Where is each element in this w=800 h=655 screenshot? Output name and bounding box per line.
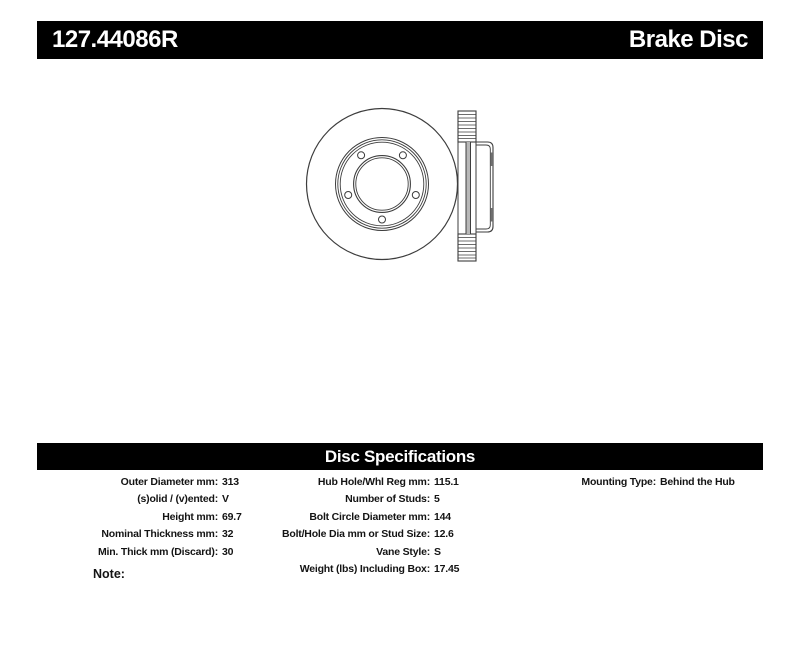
stud-hole-section-bottom <box>490 208 493 222</box>
brake-disc-cross-section-side-view <box>458 111 493 261</box>
spec-value: 17.45 <box>434 563 460 576</box>
spec-label: Height mm: <box>162 510 218 523</box>
spec-value: 69.7 <box>222 510 242 523</box>
spec-row <box>255 491 459 508</box>
spec-value: V <box>222 493 229 506</box>
spec-label: Min. Thick mm (Discard): <box>97 545 218 558</box>
spec-value: Behind the Hub <box>660 476 735 488</box>
spec-label: Mounting Type: <box>581 476 656 488</box>
spec-label: Vane Style: <box>376 545 430 558</box>
spec-value: 313 <box>222 476 239 488</box>
spec-value: 5 <box>434 493 440 506</box>
spec-row <box>255 544 459 561</box>
part-number: 127.44086R <box>52 26 178 53</box>
spec-label: Nominal Thickness mm: <box>101 528 218 541</box>
spec-value: 30 <box>222 545 234 558</box>
spec-value: S <box>434 545 441 558</box>
spec-label: Hub Hole/Whl Reg mm: <box>317 476 430 488</box>
brake-disc-front-view <box>307 109 458 260</box>
spec-value: 144 <box>434 510 451 523</box>
spec-column-dimensions <box>38 474 242 561</box>
header-bar <box>37 21 763 59</box>
spec-row <box>255 561 459 578</box>
spec-value: 12.6 <box>434 528 454 541</box>
spec-row <box>38 509 242 526</box>
spec-row <box>38 544 242 561</box>
spec-label: Weight (lbs) Including Box: <box>299 563 430 576</box>
spec-column-mounting <box>540 474 735 491</box>
spec-row <box>540 474 735 491</box>
spec-label: Outer Diameter mm: <box>120 476 218 488</box>
brake-disc-technical-drawing <box>290 100 510 270</box>
spec-label: Number of Studs: <box>345 493 430 506</box>
spec-label: Bolt/Hole Dia mm or Stud Size: <box>281 528 430 541</box>
spec-label: (s)olid / (v)ented: <box>137 493 218 506</box>
spec-section-title: Disc Specifications <box>324 446 476 466</box>
spec-label: Bolt Circle Diameter mm: <box>309 510 430 523</box>
spec-row <box>255 509 459 526</box>
spec-value: 115.1 <box>434 476 459 488</box>
spec-section-bar <box>37 443 763 470</box>
spec-row <box>255 526 459 543</box>
spec-value: 32 <box>222 528 234 541</box>
note-label: Note: <box>93 567 125 581</box>
spec-row <box>38 474 242 491</box>
spec-row <box>38 526 242 543</box>
spec-row <box>38 491 242 508</box>
stud-hole-section-top <box>490 153 493 167</box>
product-title: Brake Disc <box>628 26 748 53</box>
spec-column-hub-studs <box>255 474 459 578</box>
spec-row <box>255 474 459 491</box>
